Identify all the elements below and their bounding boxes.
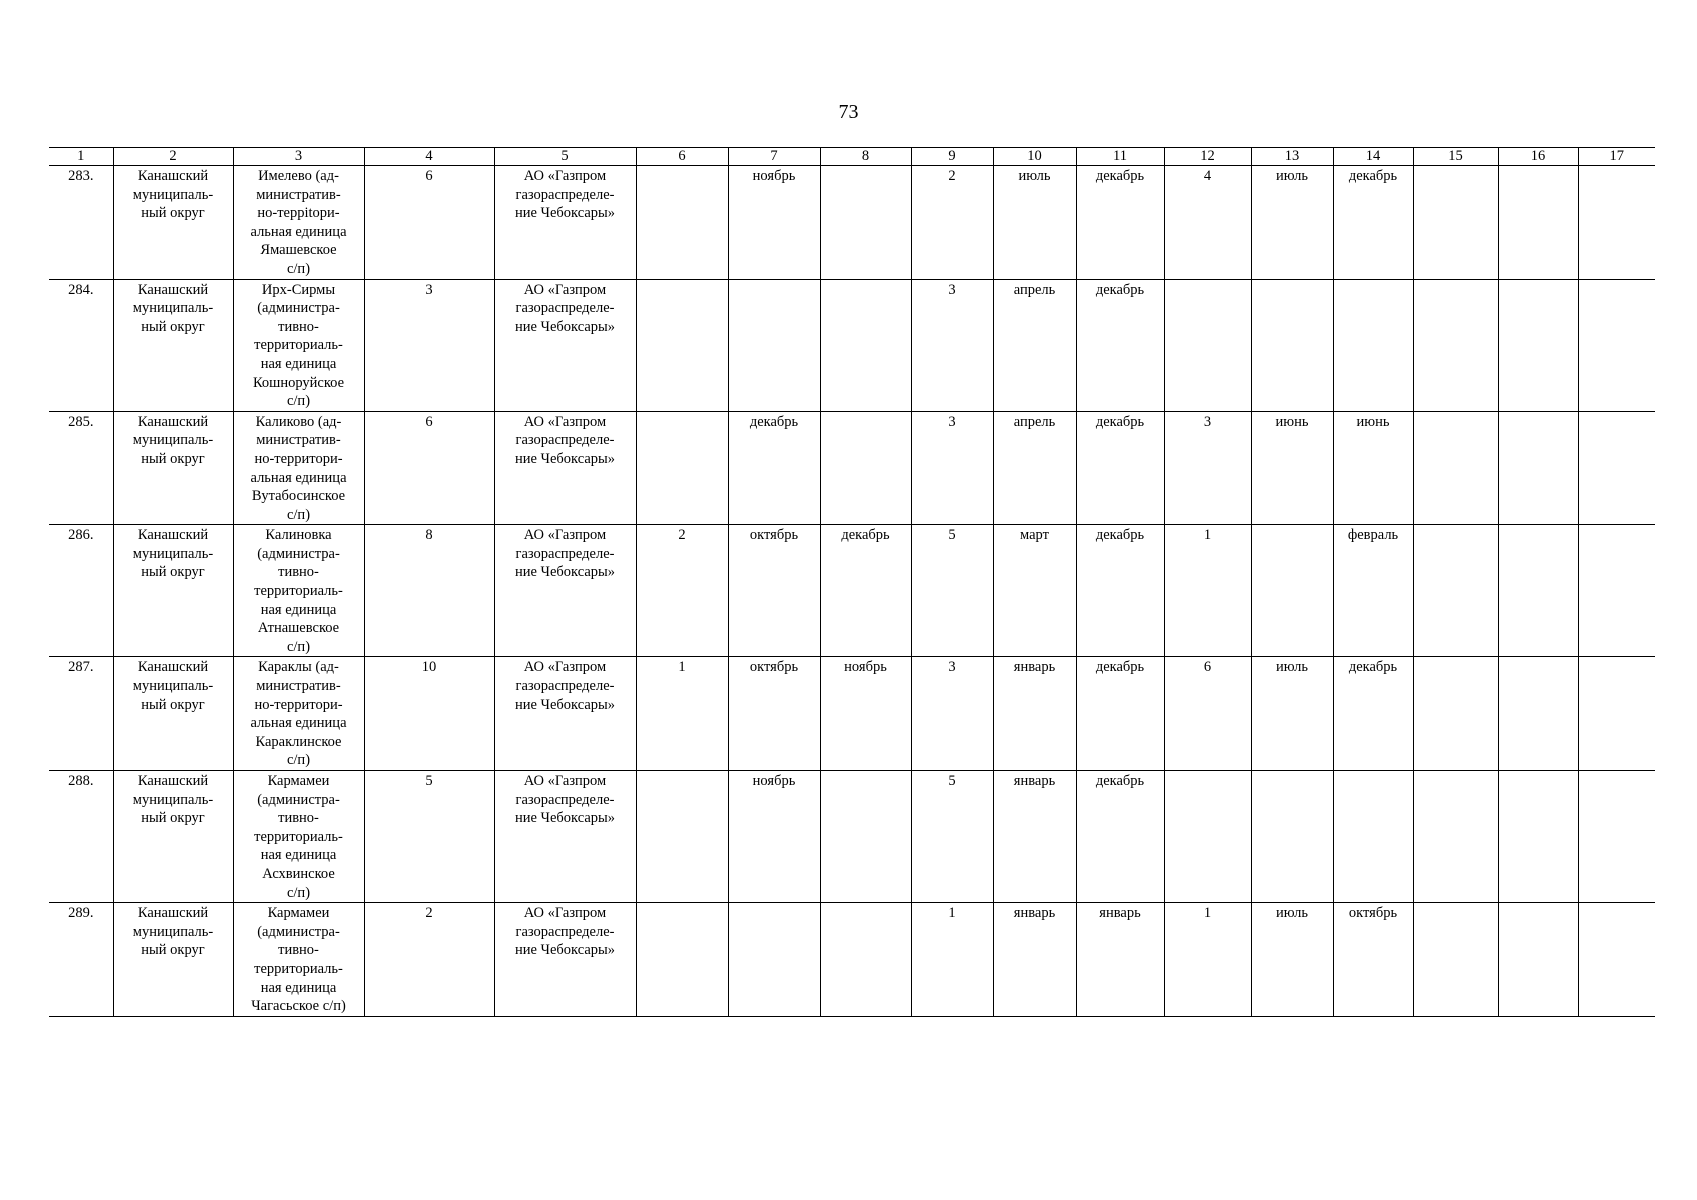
- cell-col13: [1251, 411, 1333, 525]
- cell-text: июнь: [1356, 413, 1390, 430]
- cell-text: ние Чебоксары»: [514, 318, 616, 335]
- cell-col16: [1498, 771, 1578, 903]
- cell-count: [364, 903, 494, 1017]
- cell-text: ние Чебоксары»: [514, 564, 616, 581]
- cell-row-number: [49, 657, 113, 771]
- cell-text: территориаль-: [254, 960, 343, 977]
- cell-text: ный округ: [141, 450, 205, 467]
- cell-col7: [728, 279, 820, 411]
- cell-municipality: [113, 525, 233, 657]
- cell-col11: [1076, 903, 1164, 1017]
- cell-col8: [820, 657, 911, 771]
- cell-text: тивно-: [278, 942, 319, 959]
- cell-text: газораспределе-: [515, 923, 615, 940]
- cell-text: АО «Газпром: [523, 905, 607, 922]
- cell-col11: [1076, 525, 1164, 657]
- cell-text: альная единица: [250, 715, 347, 732]
- cell-text: Имелево (ад-: [258, 168, 339, 184]
- column-header: 2: [113, 148, 233, 166]
- cell-col10: [993, 771, 1076, 903]
- cell-municipality: [113, 657, 233, 771]
- cell-text: ный округ: [141, 318, 205, 335]
- cell-text: ние Чебоксары»: [514, 205, 616, 222]
- cell-text: Караклинское: [255, 733, 342, 750]
- column-header: 9: [911, 148, 993, 166]
- cell-col9: [911, 903, 993, 1017]
- cell-text: муниципаль-: [132, 186, 214, 203]
- cell-col13: [1251, 771, 1333, 903]
- cell-text: муниципаль-: [132, 432, 214, 449]
- cell-text: но-территори-: [254, 696, 343, 713]
- cell-text: октябрь: [749, 527, 799, 544]
- column-header: 8: [820, 148, 911, 166]
- column-header: 11: [1076, 148, 1164, 166]
- cell-col6: [636, 657, 728, 771]
- cell-col8: [820, 166, 911, 280]
- cell-text: Вутабосинское: [251, 488, 346, 505]
- cell-text: ная единица: [260, 979, 337, 996]
- cell-text: Канашский: [137, 773, 209, 789]
- table-row: [49, 903, 1655, 1017]
- cell-text: 6: [425, 413, 433, 430]
- cell-text: 288.: [68, 773, 94, 789]
- cell-col6: [636, 771, 728, 903]
- cell-text: муниципаль-: [132, 678, 214, 695]
- cell-text: ние Чебоксары»: [514, 450, 616, 467]
- table-body: [49, 148, 1655, 1017]
- cell-text: АО «Газпром: [523, 281, 607, 298]
- cell-text: с/п): [286, 393, 311, 410]
- cell-settlement: [233, 279, 364, 411]
- cell-col10: [993, 166, 1076, 280]
- cell-col14: [1333, 411, 1413, 525]
- column-header: 16: [1498, 148, 1578, 166]
- cell-col8: [820, 903, 911, 1017]
- cell-col17: [1578, 657, 1655, 771]
- cell-col10: [993, 525, 1076, 657]
- cell-text: 2: [948, 168, 956, 184]
- cell-text: июль: [1275, 659, 1309, 676]
- cell-col11: [1076, 166, 1164, 280]
- cell-organization: [494, 903, 636, 1017]
- cell-text: Кармамеи: [267, 905, 330, 922]
- cell-text: (администра-: [257, 791, 340, 808]
- cell-text: октябрь: [1348, 905, 1398, 922]
- cell-col14: [1333, 279, 1413, 411]
- cell-settlement: [233, 525, 364, 657]
- cell-text: 8: [425, 527, 433, 544]
- cell-organization: [494, 166, 636, 280]
- table-row: [49, 657, 1655, 771]
- cell-col14: [1333, 771, 1413, 903]
- cell-count: [364, 771, 494, 903]
- cell-text: Кошноруйское: [252, 374, 345, 391]
- cell-row-number: [49, 279, 113, 411]
- cell-text: муниципаль-: [132, 923, 214, 940]
- cell-text: 6: [1203, 659, 1212, 676]
- cell-col10: [993, 657, 1076, 771]
- cell-text: министратив-: [256, 186, 341, 203]
- cell-text: (администра-: [257, 545, 340, 562]
- cell-text: тивно-: [278, 318, 319, 335]
- cell-text: с/п): [286, 884, 311, 901]
- cell-text: декабрь: [1095, 413, 1145, 430]
- cell-col9: [911, 657, 993, 771]
- cell-text: апрель: [1013, 413, 1056, 430]
- cell-municipality: [113, 771, 233, 903]
- cell-text: 10: [421, 659, 437, 676]
- cell-municipality: [113, 903, 233, 1017]
- cell-text: Ямашевское: [260, 242, 337, 259]
- cell-col10: [993, 279, 1076, 411]
- cell-text: ноябрь: [752, 168, 796, 184]
- cell-col13: [1251, 657, 1333, 771]
- cell-col17: [1578, 771, 1655, 903]
- cell-text: газораспределе-: [515, 186, 615, 203]
- cell-text: 3: [425, 281, 433, 298]
- cell-text: АО «Газпром: [523, 659, 607, 676]
- cell-text: АО «Газпром: [523, 527, 607, 544]
- cell-col15: [1413, 903, 1498, 1017]
- cell-text: 3: [948, 413, 956, 430]
- cell-text: муниципаль-: [132, 300, 214, 317]
- cell-text: тивно-: [278, 810, 319, 827]
- cell-text: муниципаль-: [132, 545, 214, 562]
- cell-text: 2: [425, 905, 433, 922]
- cell-text: министратив-: [256, 678, 341, 695]
- table-row: [49, 279, 1655, 411]
- page-number: 73: [838, 101, 859, 123]
- table-row: [49, 525, 1655, 657]
- cell-settlement: [233, 411, 364, 525]
- cell-text: Атнашевское: [257, 620, 340, 637]
- cell-col10: [993, 903, 1076, 1017]
- cell-col12: [1164, 411, 1251, 525]
- cell-text: июнь: [1275, 413, 1309, 430]
- cell-col15: [1413, 657, 1498, 771]
- header-row: [49, 148, 1655, 166]
- cell-col6: [636, 411, 728, 525]
- cell-text: 5: [948, 527, 956, 544]
- cell-col11: [1076, 657, 1164, 771]
- cell-text: газораспределе-: [515, 545, 615, 562]
- cell-text: январь: [1013, 905, 1056, 922]
- cell-municipality: [113, 166, 233, 280]
- cell-col12: [1164, 166, 1251, 280]
- cell-col14: [1333, 166, 1413, 280]
- cell-col16: [1498, 166, 1578, 280]
- cell-col7: [728, 411, 820, 525]
- cell-text: муниципаль-: [132, 791, 214, 808]
- cell-text: 3: [948, 659, 956, 676]
- cell-text: но-территори-: [254, 450, 343, 467]
- column-header: 10: [993, 148, 1076, 166]
- cell-col16: [1498, 657, 1578, 771]
- cell-text: Канашский: [137, 905, 209, 922]
- cell-col14: [1333, 657, 1413, 771]
- cell-text: с/п): [286, 638, 311, 655]
- cell-text: ная единица: [260, 355, 337, 372]
- cell-text: 1: [1203, 527, 1212, 544]
- cell-organization: [494, 771, 636, 903]
- cell-text: декабрь: [1348, 168, 1398, 184]
- cell-settlement: [233, 166, 364, 280]
- cell-text: ние Чебоксары»: [514, 942, 616, 959]
- cell-text: 289.: [68, 905, 94, 922]
- table-row: [49, 771, 1655, 903]
- cell-col9: [911, 771, 993, 903]
- cell-col11: [1076, 771, 1164, 903]
- cell-text: 5: [425, 773, 433, 789]
- cell-text: (администра-: [257, 923, 340, 940]
- cell-text: с/п): [286, 506, 311, 523]
- column-header: 17: [1578, 148, 1655, 166]
- cell-text: декабрь: [1095, 659, 1145, 676]
- cell-col16: [1498, 411, 1578, 525]
- cell-text: Канашский: [137, 659, 209, 676]
- cell-col16: [1498, 279, 1578, 411]
- cell-col9: [911, 525, 993, 657]
- cell-text: декабрь: [1095, 168, 1145, 184]
- cell-text: декабрь: [1095, 281, 1145, 298]
- cell-col14: [1333, 525, 1413, 657]
- cell-text: газораспределе-: [515, 432, 615, 449]
- cell-municipality: [113, 411, 233, 525]
- cell-text: июль: [1275, 168, 1309, 184]
- cell-text: территориаль-: [254, 828, 343, 845]
- cell-col7: [728, 166, 820, 280]
- table-row: [49, 411, 1655, 525]
- cell-col8: [820, 279, 911, 411]
- cell-text: ный округ: [141, 205, 205, 222]
- cell-col17: [1578, 279, 1655, 411]
- cell-text: 285.: [68, 413, 94, 430]
- cell-col16: [1498, 903, 1578, 1017]
- cell-col12: [1164, 657, 1251, 771]
- cell-text: ная единица: [260, 847, 337, 864]
- cell-text: газораспределе-: [515, 791, 615, 808]
- column-header: 4: [364, 148, 494, 166]
- cell-col15: [1413, 525, 1498, 657]
- cell-col17: [1578, 525, 1655, 657]
- cell-col8: [820, 411, 911, 525]
- cell-organization: [494, 411, 636, 525]
- cell-text: 1: [678, 659, 686, 676]
- cell-text: АО «Газпром: [523, 168, 607, 184]
- cell-row-number: [49, 166, 113, 280]
- cell-text: 283.: [68, 168, 94, 184]
- cell-text: с/п): [286, 260, 311, 277]
- cell-text: ный округ: [141, 942, 205, 959]
- cell-municipality: [113, 279, 233, 411]
- cell-text: газораспределе-: [515, 678, 615, 695]
- cell-row-number: [49, 525, 113, 657]
- cell-text: 6: [425, 168, 433, 184]
- cell-text: 5: [948, 773, 956, 789]
- cell-text: 1: [948, 905, 956, 922]
- cell-count: [364, 525, 494, 657]
- cell-col13: [1251, 903, 1333, 1017]
- column-header: 14: [1333, 148, 1413, 166]
- cell-text: март: [1020, 527, 1049, 544]
- cell-text: альная единица: [250, 469, 347, 486]
- cell-text: ноябрь: [844, 659, 887, 676]
- cell-text: 3: [948, 281, 956, 298]
- cell-col9: [911, 279, 993, 411]
- cell-text: газораспределе-: [515, 300, 615, 317]
- cell-text: ноябрь: [752, 773, 796, 789]
- cell-text: Канашский: [137, 527, 209, 544]
- schedule-table: [49, 147, 1655, 1017]
- cell-col10: [993, 411, 1076, 525]
- column-header: 15: [1413, 148, 1498, 166]
- cell-organization: [494, 657, 636, 771]
- cell-text: ние Чебоксары»: [514, 810, 616, 827]
- cell-col7: [728, 903, 820, 1017]
- cell-text: ный округ: [141, 564, 205, 581]
- cell-settlement: [233, 771, 364, 903]
- cell-col12: [1164, 771, 1251, 903]
- cell-row-number: [49, 411, 113, 525]
- cell-col12: [1164, 279, 1251, 411]
- cell-text: ная единица: [260, 601, 337, 618]
- cell-text: декабрь: [841, 527, 890, 544]
- cell-col15: [1413, 166, 1498, 280]
- cell-text: июль: [1275, 905, 1309, 922]
- cell-text: министратив-: [256, 432, 341, 449]
- cell-text: декабрь: [749, 413, 799, 430]
- column-header: 6: [636, 148, 728, 166]
- cell-text: октябрь: [749, 659, 799, 676]
- cell-text: Канашский: [137, 413, 209, 430]
- column-header: 5: [494, 148, 636, 166]
- cell-text: ние Чебоксары»: [514, 696, 616, 713]
- cell-text: 2: [678, 527, 686, 544]
- column-header: 12: [1164, 148, 1251, 166]
- cell-col8: [820, 525, 911, 657]
- column-header: 13: [1251, 148, 1333, 166]
- cell-text: Калиновка: [265, 527, 332, 544]
- cell-settlement: [233, 657, 364, 771]
- cell-text: ный округ: [141, 810, 205, 827]
- cell-col17: [1578, 411, 1655, 525]
- cell-text: Канашский: [137, 281, 209, 298]
- cell-col17: [1578, 903, 1655, 1017]
- cell-text: декабрь: [1348, 659, 1398, 676]
- cell-text: Асхвинское: [262, 865, 335, 882]
- cell-organization: [494, 279, 636, 411]
- cell-text: 287.: [68, 659, 94, 676]
- cell-col12: [1164, 525, 1251, 657]
- cell-col9: [911, 411, 993, 525]
- cell-col6: [636, 166, 728, 280]
- cell-text: 1: [1203, 905, 1212, 922]
- cell-count: [364, 166, 494, 280]
- cell-col13: [1251, 525, 1333, 657]
- cell-col11: [1076, 411, 1164, 525]
- cell-text: июль: [1018, 168, 1051, 184]
- column-header: 1: [49, 148, 113, 166]
- cell-text: 3: [1203, 413, 1212, 430]
- cell-col15: [1413, 411, 1498, 525]
- cell-text: Кармамеи: [267, 773, 330, 789]
- cell-text: территориаль-: [254, 583, 343, 600]
- cell-col6: [636, 525, 728, 657]
- cell-text: 286.: [68, 527, 94, 544]
- cell-col7: [728, 657, 820, 771]
- cell-col13: [1251, 166, 1333, 280]
- cell-count: [364, 657, 494, 771]
- cell-row-number: [49, 771, 113, 903]
- cell-text: 4: [1203, 168, 1212, 184]
- cell-count: [364, 411, 494, 525]
- cell-count: [364, 279, 494, 411]
- cell-text: территориаль-: [254, 337, 343, 354]
- cell-text: Ирх-Сирмы: [261, 281, 336, 298]
- cell-text: 284.: [68, 281, 94, 298]
- cell-text: апрель: [1013, 281, 1056, 298]
- cell-col15: [1413, 771, 1498, 903]
- cell-text: с/п): [286, 752, 311, 769]
- cell-col14: [1333, 903, 1413, 1017]
- cell-text: январь: [1013, 659, 1056, 676]
- cell-col9: [911, 166, 993, 280]
- cell-col7: [728, 771, 820, 903]
- cell-row-number: [49, 903, 113, 1017]
- cell-text: но-террitори-: [257, 205, 340, 222]
- cell-col7: [728, 525, 820, 657]
- column-header: 3: [233, 148, 364, 166]
- cell-col16: [1498, 525, 1578, 657]
- cell-col17: [1578, 166, 1655, 280]
- cell-text: тивно-: [278, 564, 319, 581]
- cell-col12: [1164, 903, 1251, 1017]
- cell-col13: [1251, 279, 1333, 411]
- cell-text: февраль: [1347, 527, 1399, 544]
- cell-col6: [636, 903, 728, 1017]
- cell-text: альная единица: [250, 223, 347, 240]
- cell-text: Канашский: [137, 168, 209, 184]
- table-row: [49, 166, 1655, 280]
- cell-organization: [494, 525, 636, 657]
- column-header: 7: [728, 148, 820, 166]
- cell-col6: [636, 279, 728, 411]
- cell-text: АО «Газпром: [523, 413, 607, 430]
- cell-settlement: [233, 903, 364, 1017]
- cell-text: Каликово (ад-: [255, 413, 342, 430]
- cell-text: ный округ: [141, 696, 205, 713]
- cell-text: январь: [1099, 905, 1141, 922]
- cell-col11: [1076, 279, 1164, 411]
- cell-text: АО «Газпром: [523, 773, 607, 789]
- cell-text: (администра-: [257, 300, 340, 317]
- cell-col15: [1413, 279, 1498, 411]
- cell-text: январь: [1013, 773, 1056, 789]
- cell-text: декабрь: [1095, 527, 1145, 544]
- cell-col8: [820, 771, 911, 903]
- cell-text: декабрь: [1095, 773, 1145, 789]
- cell-text: Караклы (ад-: [258, 659, 339, 676]
- cell-text: Чагасьское с/п): [251, 998, 346, 1015]
